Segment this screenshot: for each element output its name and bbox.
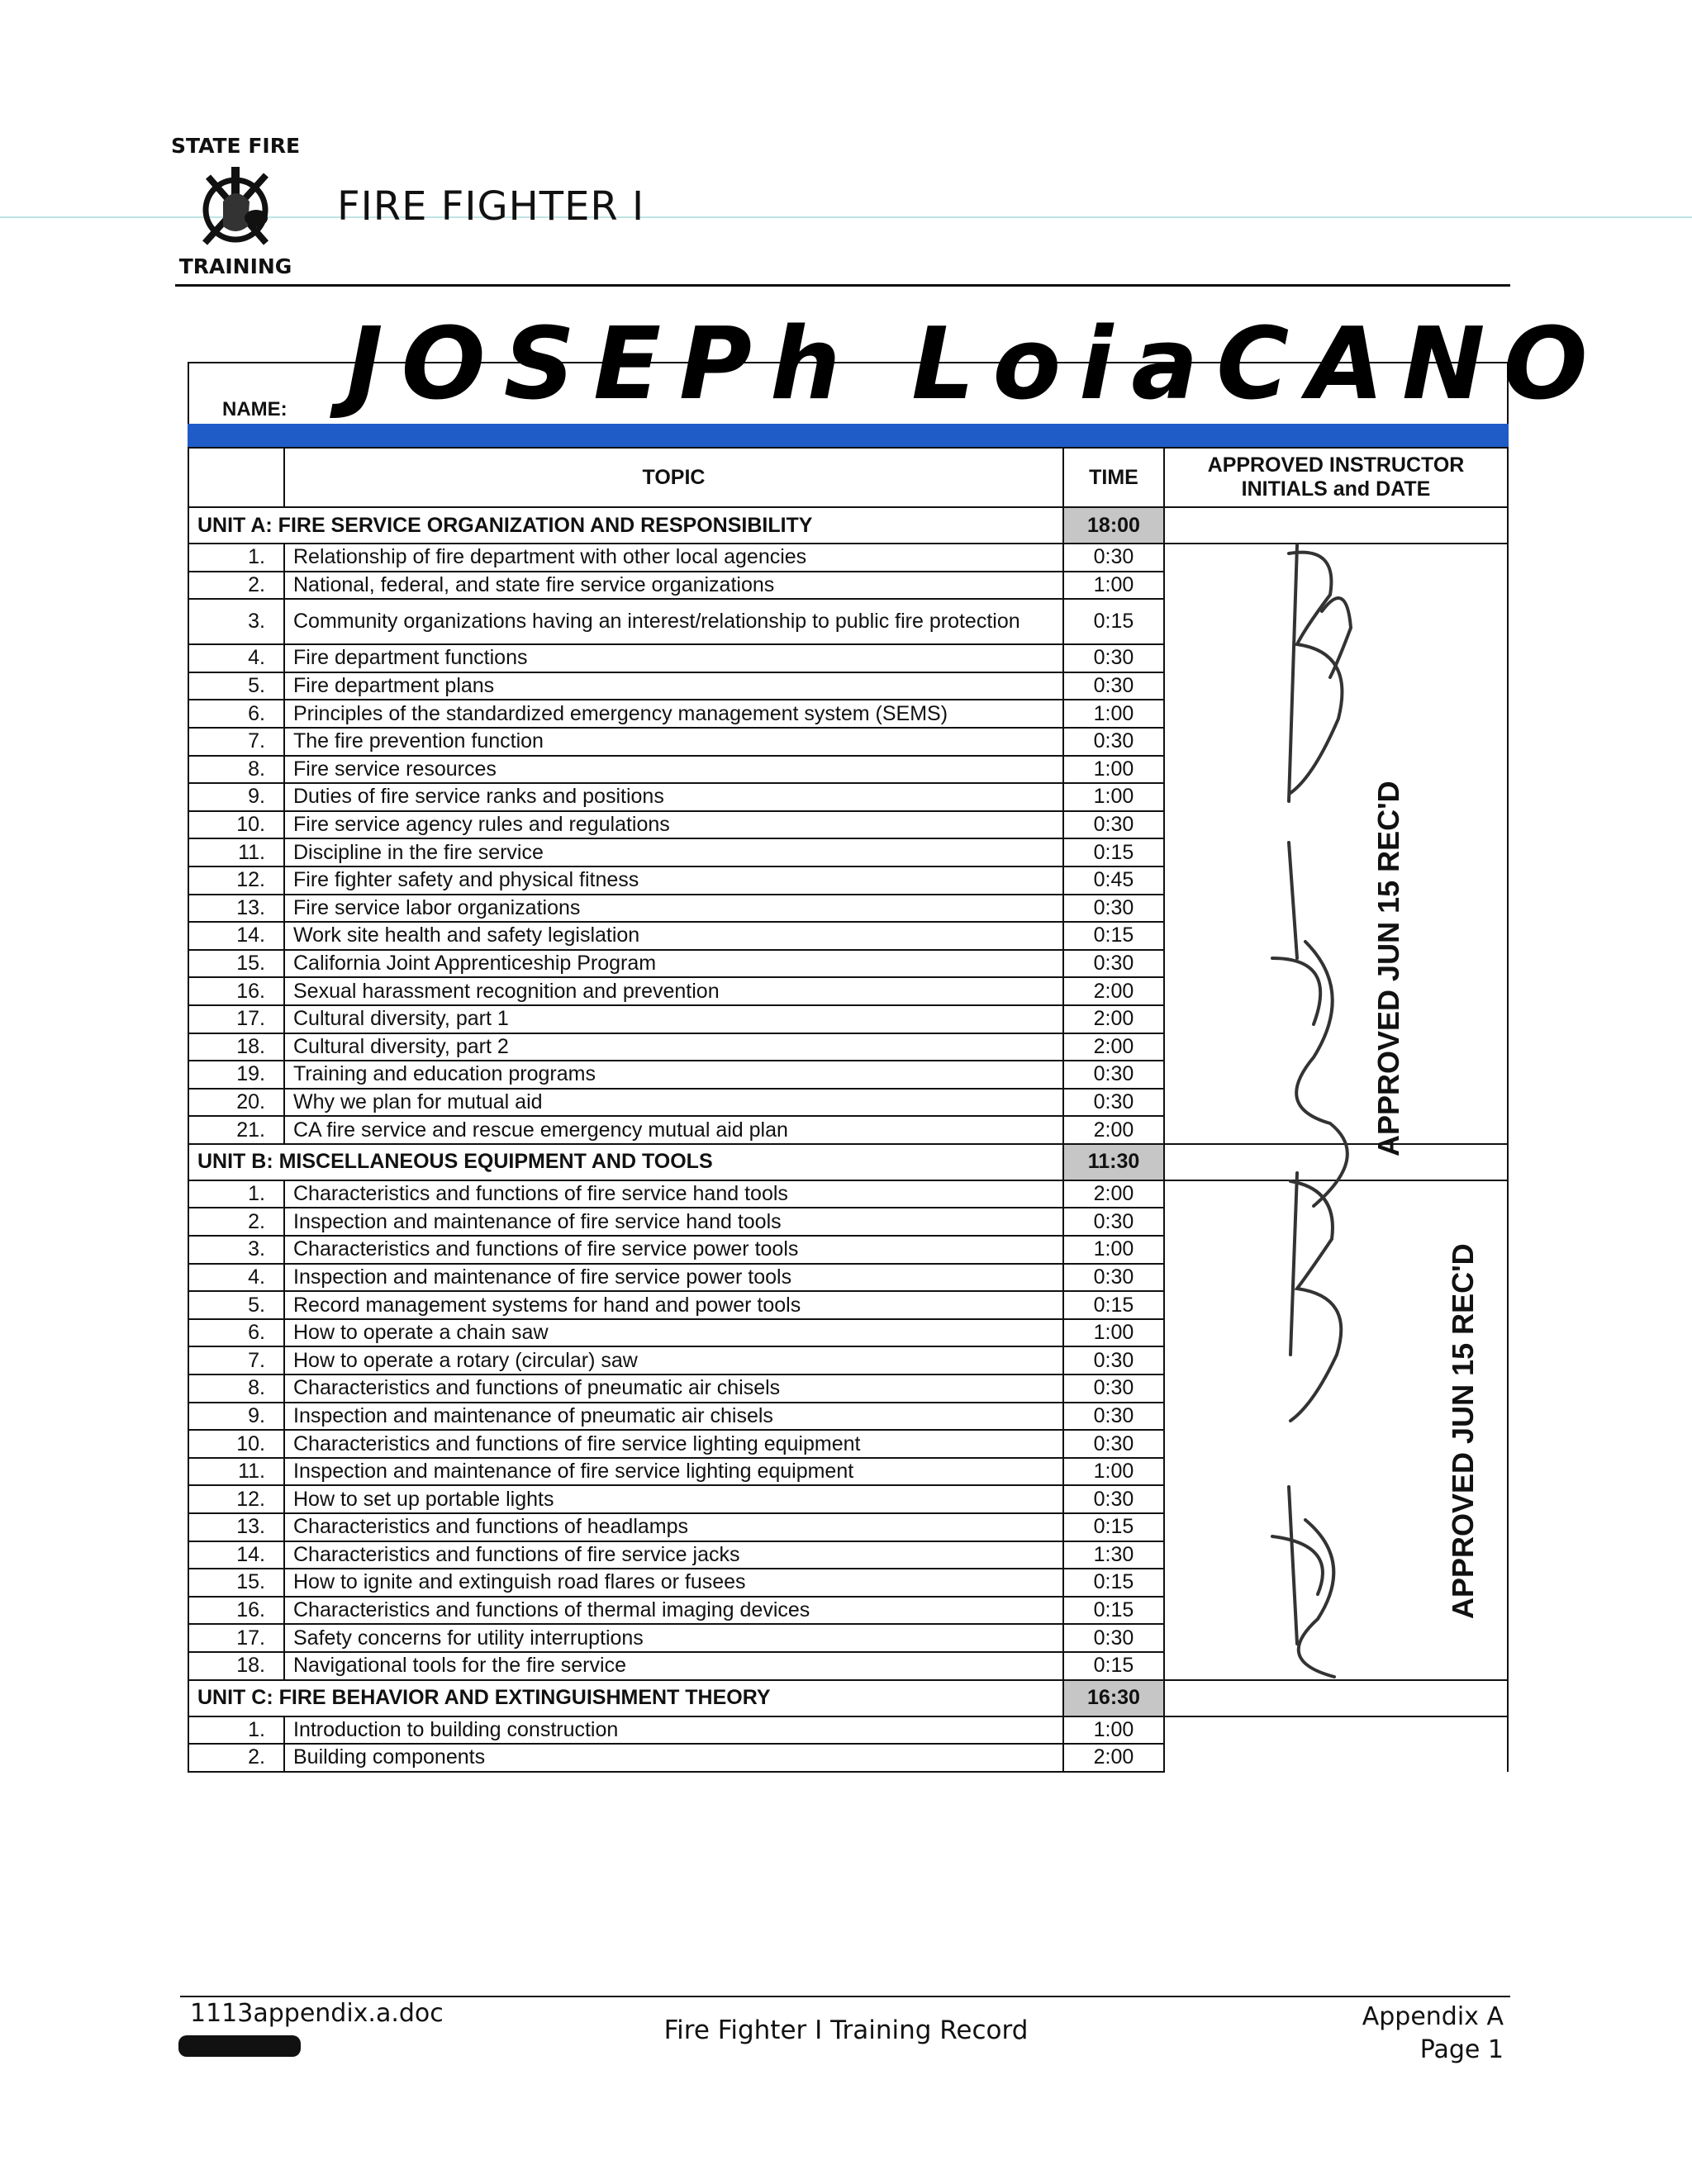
row-number: 18.: [188, 1652, 284, 1680]
table-row: [188, 1291, 1508, 1319]
row-number: 19.: [188, 1061, 284, 1089]
row-number: 9.: [188, 1403, 284, 1431]
row-topic: Fire department functions: [284, 644, 1063, 672]
row-topic: Fire fighter safety and physical fitness: [284, 866, 1063, 895]
row-topic: Duties of fire service ranks and positions: [284, 783, 1063, 811]
table-row: [188, 1458, 1508, 1486]
approval-cell: [1164, 783, 1508, 811]
table-row: [188, 1430, 1508, 1458]
row-topic: Inspection and maintenance of fire service power tools: [284, 1264, 1063, 1292]
row-number: 5.: [188, 672, 284, 700]
table-row: [188, 922, 1508, 950]
approval-cell: [1164, 572, 1508, 600]
table-row: [188, 1033, 1508, 1061]
row-number: 7.: [188, 728, 284, 756]
approval-cell: [1164, 1180, 1508, 1208]
table-row: [188, 977, 1508, 1005]
row-topic: Characteristics and functions of pneumatic air chisels: [284, 1374, 1063, 1403]
row-time: 0:30: [1063, 1374, 1164, 1403]
table-row: [188, 1744, 1508, 1772]
table-row: [188, 1089, 1508, 1117]
row-number: 12.: [188, 1485, 284, 1513]
row-time: 0:30: [1063, 1430, 1164, 1458]
row-topic: California Joint Apprenticeship Program: [284, 950, 1063, 978]
row-number: 1.: [188, 544, 284, 572]
row-time: 0:15: [1063, 838, 1164, 866]
row-time: 2:00: [1063, 1033, 1164, 1061]
unit-total-time: 16:30: [1063, 1680, 1164, 1716]
table-row: [188, 1180, 1508, 1208]
row-topic: Record management systems for hand and power tools: [284, 1291, 1063, 1319]
name-label: NAME:: [222, 398, 288, 420]
row-time: 2:00: [1063, 1744, 1164, 1772]
logo-top-text: STATE FIRE: [170, 134, 301, 158]
row-topic: Characteristics and functions of fire service hand tools: [284, 1180, 1063, 1208]
row-time: 1:00: [1063, 1319, 1164, 1347]
row-number: 5.: [188, 1291, 284, 1319]
row-topic: Cultural diversity, part 1: [284, 1005, 1063, 1033]
table-row: [188, 866, 1508, 895]
row-time: 0:30: [1063, 1208, 1164, 1236]
approval-cell: [1164, 756, 1508, 784]
row-number: 10.: [188, 1430, 284, 1458]
table-row: [188, 1513, 1508, 1541]
row-time: 1:00: [1063, 700, 1164, 728]
row-topic: Characteristics and functions of fire service lighting equipment: [284, 1430, 1063, 1458]
training-record-table: [188, 447, 1509, 1773]
table-row: [188, 572, 1508, 600]
row-number: 13.: [188, 895, 284, 923]
row-time: 0:15: [1063, 599, 1164, 644]
row-time: 0:30: [1063, 1061, 1164, 1089]
row-number: 9.: [188, 783, 284, 811]
row-topic: Community organizations having an interest/relationship to public fire protection: [284, 599, 1063, 644]
approval-cell: [1164, 507, 1508, 544]
row-topic: Introduction to building construction: [284, 1716, 1063, 1745]
row-topic: Work site health and safety legislation: [284, 922, 1063, 950]
row-number: 15.: [188, 1569, 284, 1597]
row-topic: Characteristics and functions of headlamps: [284, 1513, 1063, 1541]
approval-cell: [1164, 672, 1508, 700]
row-time: 1:00: [1063, 783, 1164, 811]
table-row: [188, 950, 1508, 978]
header-blue-bar: [188, 424, 1509, 447]
approval-cell: [1164, 1116, 1508, 1144]
row-topic: CA fire service and rescue emergency mutual aid plan: [284, 1116, 1063, 1144]
row-time: 0:45: [1063, 866, 1164, 895]
row-time: 1:00: [1063, 1716, 1164, 1745]
row-number: 15.: [188, 950, 284, 978]
row-number: 12.: [188, 866, 284, 895]
row-topic: The fire prevention function: [284, 728, 1063, 756]
footer-appendix-page: [1362, 2001, 1504, 2067]
table-row: [188, 895, 1508, 923]
approval-cell: [1164, 1744, 1508, 1772]
row-time: 0:30: [1063, 1624, 1164, 1652]
row-time: 1:00: [1063, 1458, 1164, 1486]
approval-cell: [1164, 599, 1508, 644]
approval-cell: [1164, 1005, 1508, 1033]
row-topic: Characteristics and functions of thermal imaging devices: [284, 1597, 1063, 1625]
approval-cell: [1164, 895, 1508, 923]
table-row: [188, 838, 1508, 866]
table-row: [188, 1208, 1508, 1236]
row-topic: Safety concerns for utility interruptions: [284, 1624, 1063, 1652]
footer-rule: [180, 1996, 1510, 1997]
logo-bottom-text: TRAINING: [178, 254, 292, 278]
table-row: [188, 756, 1508, 784]
row-topic: Fire service resources: [284, 756, 1063, 784]
handwritten-name: JOSEPh LoiaCANO: [346, 307, 1606, 422]
row-number: 8.: [188, 1374, 284, 1403]
table-row: [188, 1236, 1508, 1264]
row-time: 0:30: [1063, 544, 1164, 572]
table-row: [188, 783, 1508, 811]
approval-cell: [1164, 644, 1508, 672]
row-number: 17.: [188, 1624, 284, 1652]
footer-page-number: Page 1: [1419, 2035, 1504, 2064]
row-number: 14.: [188, 1541, 284, 1569]
unit-header-row: [188, 507, 1508, 544]
row-time: 1:00: [1063, 1236, 1164, 1264]
table-row: [188, 1597, 1508, 1625]
row-number: 1.: [188, 1716, 284, 1745]
row-number: 2.: [188, 572, 284, 600]
row-number: 11.: [188, 838, 284, 866]
row-number: 11.: [188, 1458, 284, 1486]
approval-cell: [1164, 700, 1508, 728]
row-topic: Navigational tools for the fire service: [284, 1652, 1063, 1680]
table-body: [188, 507, 1508, 1772]
row-time: 0:30: [1063, 672, 1164, 700]
row-topic: How to operate a rotary (circular) saw: [284, 1346, 1063, 1374]
approval-cell: [1164, 922, 1508, 950]
approval-cell: [1164, 811, 1508, 839]
row-time: 0:30: [1063, 895, 1164, 923]
table-row: [188, 644, 1508, 672]
row-time: 0:30: [1063, 1403, 1164, 1431]
row-time: 0:15: [1063, 922, 1164, 950]
approved-stamp-unit-b: APPROVED JUN 15 REC'D: [1446, 1243, 1480, 1619]
row-number: 3.: [188, 1236, 284, 1264]
row-time: 0:15: [1063, 1569, 1164, 1597]
approval-cell: [1164, 1624, 1508, 1652]
header-approved: APPROVED INSTRUCTOR INITIALS and DATE: [1164, 448, 1508, 507]
row-time: 0:30: [1063, 1485, 1164, 1513]
row-time: 1:30: [1063, 1541, 1164, 1569]
row-number: 13.: [188, 1513, 284, 1541]
footer-appendix: Appendix A: [1362, 2002, 1504, 2031]
row-topic: Training and education programs: [284, 1061, 1063, 1089]
row-topic: National, federal, and state fire service organizations: [284, 572, 1063, 600]
table-row: [188, 1652, 1508, 1680]
approval-cell: [1164, 1061, 1508, 1089]
row-number: 4.: [188, 1264, 284, 1292]
unit-header-row: [188, 1680, 1508, 1716]
row-time: 2:00: [1063, 1116, 1164, 1144]
row-number: 14.: [188, 922, 284, 950]
row-number: 1.: [188, 1180, 284, 1208]
row-topic: Discipline in the fire service: [284, 838, 1063, 866]
approval-cell: [1164, 1716, 1508, 1745]
row-number: 16.: [188, 1597, 284, 1625]
approval-cell: [1164, 977, 1508, 1005]
header-time: TIME: [1063, 448, 1164, 507]
row-topic: Principles of the standardized emergency management system (SEMS): [284, 700, 1063, 728]
approved-stamp-unit-a: APPROVED JUN 15 REC'D: [1371, 781, 1405, 1156]
row-topic: Sexual harassment recognition and prevention: [284, 977, 1063, 1005]
approval-cell: [1164, 728, 1508, 756]
row-time: 0:15: [1063, 1291, 1164, 1319]
unit-header-row: [188, 1144, 1508, 1180]
row-topic: How to set up portable lights: [284, 1485, 1063, 1513]
footer-filename: 1113appendix.a.doc: [190, 1999, 444, 2028]
unit-title: UNIT C: FIRE BEHAVIOR AND EXTINGUISHMENT THEORY: [188, 1680, 1063, 1716]
row-number: 18.: [188, 1033, 284, 1061]
row-time: 2:00: [1063, 1180, 1164, 1208]
row-number: 10.: [188, 811, 284, 839]
row-number: 16.: [188, 977, 284, 1005]
row-number: 7.: [188, 1346, 284, 1374]
row-time: 0:30: [1063, 811, 1164, 839]
row-topic: Inspection and maintenance of pneumatic air chisels: [284, 1403, 1063, 1431]
row-topic: How to operate a chain saw: [284, 1319, 1063, 1347]
row-time: 0:15: [1063, 1652, 1164, 1680]
row-time: 0:30: [1063, 728, 1164, 756]
header-rule: [175, 284, 1510, 287]
row-topic: Building components: [284, 1744, 1063, 1772]
unit-total-time: 18:00: [1063, 507, 1164, 544]
row-topic: Cultural diversity, part 2: [284, 1033, 1063, 1061]
table-row: [188, 1374, 1508, 1403]
approval-cell: [1164, 1208, 1508, 1236]
document-title: FIRE FIGHTER I: [337, 183, 645, 230]
row-number: 6.: [188, 1319, 284, 1347]
approval-cell: [1164, 1144, 1508, 1180]
approval-cell: [1164, 838, 1508, 866]
table-row: [188, 544, 1508, 572]
row-topic: Relationship of fire department with other local agencies: [284, 544, 1063, 572]
row-time: 0:15: [1063, 1513, 1164, 1541]
row-time: 0:30: [1063, 950, 1164, 978]
row-time: 0:30: [1063, 1346, 1164, 1374]
table-row: [188, 1569, 1508, 1597]
name-box: [188, 307, 1606, 425]
row-time: 0:30: [1063, 1089, 1164, 1117]
approval-cell: [1164, 1680, 1508, 1716]
firefighter-emblem-icon: [190, 160, 281, 255]
state-fire-training-logo: [165, 132, 306, 281]
row-topic: Inspection and maintenance of fire service hand tools: [284, 1208, 1063, 1236]
table-row: [188, 1716, 1508, 1745]
row-topic: Characteristics and functions of fire service jacks: [284, 1541, 1063, 1569]
row-topic: How to ignite and extinguish road flares or fusees: [284, 1569, 1063, 1597]
unit-total-time: 11:30: [1063, 1144, 1164, 1180]
footer-center-title: Fire Fighter I Training Record: [663, 2015, 1029, 2045]
approval-cell: [1164, 544, 1508, 572]
table-row: [188, 811, 1508, 839]
row-number: 8.: [188, 756, 284, 784]
row-time: 0:30: [1063, 644, 1164, 672]
row-topic: Characteristics and functions of fire service power tools: [284, 1236, 1063, 1264]
row-number: 2.: [188, 1744, 284, 1772]
table-row: [188, 1264, 1508, 1292]
row-topic: Fire service agency rules and regulations: [284, 811, 1063, 839]
approval-cell: [1164, 950, 1508, 978]
row-time: 1:00: [1063, 572, 1164, 600]
header-topic: TOPIC: [284, 448, 1063, 507]
table-header-row: [188, 448, 1508, 507]
table-row: [188, 728, 1508, 756]
row-time: 2:00: [1063, 977, 1164, 1005]
approval-cell: [1164, 1033, 1508, 1061]
row-topic: Inspection and maintenance of fire service lighting equipment: [284, 1458, 1063, 1486]
table-row: [188, 700, 1508, 728]
table-row: [188, 1319, 1508, 1347]
table-row: [188, 1116, 1508, 1144]
row-number: 6.: [188, 700, 284, 728]
row-topic: Why we plan for mutual aid: [284, 1089, 1063, 1117]
table-row: [188, 1061, 1508, 1089]
row-topic: Fire department plans: [284, 672, 1063, 700]
table-row: [188, 1485, 1508, 1513]
row-time: 0:15: [1063, 1597, 1164, 1625]
row-number: 20.: [188, 1089, 284, 1117]
row-number: 17.: [188, 1005, 284, 1033]
row-time: 1:00: [1063, 756, 1164, 784]
approval-cell: [1164, 1652, 1508, 1680]
row-number: 3.: [188, 599, 284, 644]
approval-cell: [1164, 1089, 1508, 1117]
approval-cell: [1164, 866, 1508, 895]
row-number: 2.: [188, 1208, 284, 1236]
table-row: [188, 1541, 1508, 1569]
unit-title: UNIT A: FIRE SERVICE ORGANIZATION AND RESPONSIBILITY: [188, 507, 1063, 544]
header-blank-cell: [188, 448, 284, 507]
row-time: 0:30: [1063, 1264, 1164, 1292]
row-number: 4.: [188, 644, 284, 672]
table-row: [188, 1005, 1508, 1033]
row-topic: Fire service labor organizations: [284, 895, 1063, 923]
row-time: 2:00: [1063, 1005, 1164, 1033]
unit-title: UNIT B: MISCELLANEOUS EQUIPMENT AND TOOLS: [188, 1144, 1063, 1180]
table-row: [188, 1403, 1508, 1431]
table-row: [188, 599, 1508, 644]
table-row: [188, 1346, 1508, 1374]
table-row: [188, 1624, 1508, 1652]
table-row: [188, 672, 1508, 700]
row-number: 21.: [188, 1116, 284, 1144]
